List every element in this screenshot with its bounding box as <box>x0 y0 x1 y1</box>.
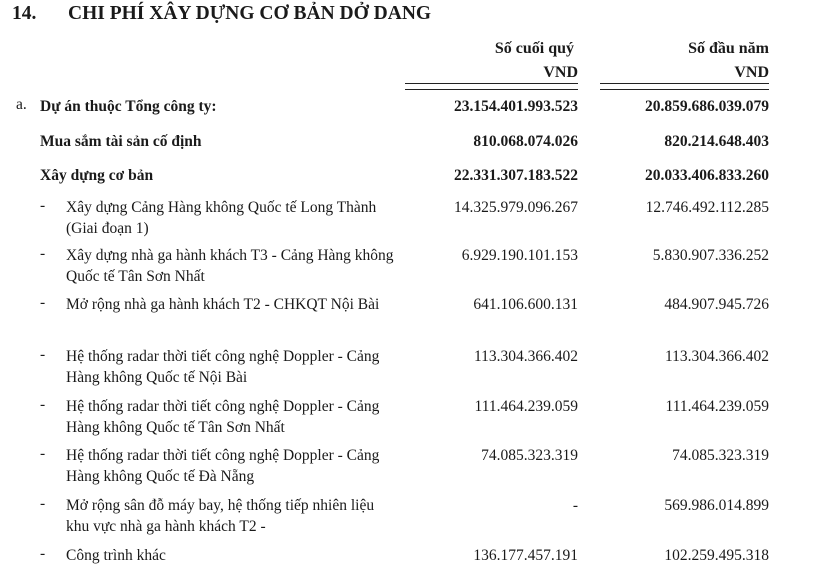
row-prefix: a. <box>16 96 27 113</box>
end-of-quarter-value: 6.929.190.101.153 <box>461 247 578 264</box>
row-label: Hệ thống radar thời tiết công nghệ Doppler - Cảng Hàng không Quốc tế Nội Bài <box>66 348 380 386</box>
end-of-quarter-value: 23.154.401.993.523 <box>454 98 578 115</box>
beginning-of-year-value: 111.464.239.059 <box>665 398 769 415</box>
end-of-quarter-value: 641.106.600.131 <box>473 296 578 313</box>
beginning-of-year-value: 484.907.945.726 <box>664 296 769 313</box>
row-label: Dự án thuộc Tổng công ty: <box>40 98 217 115</box>
column-rule <box>600 89 769 90</box>
row-label: Mở rộng sân đỗ máy bay, hệ thống tiếp nhiên liệu khu vực nhà ga hành khách T2 - <box>66 497 375 535</box>
end-of-quarter-value: 136.177.457.191 <box>473 547 578 564</box>
row-prefix: - <box>40 346 46 363</box>
row-prefix: - <box>40 294 46 311</box>
beginning-of-year-value: 102.259.495.318 <box>664 547 769 564</box>
column-unit: VND <box>405 64 578 84</box>
end-of-quarter-value: 113.304.366.402 <box>473 348 578 365</box>
beginning-of-year-value: 74.085.323.319 <box>672 447 769 464</box>
section-title: CHI PHÍ XÂY DỰNG CƠ BẢN DỞ DANG <box>68 3 432 24</box>
row-prefix: - <box>40 545 46 562</box>
beginning-of-year-value: 12.746.492.112.285 <box>645 199 769 216</box>
end-of-quarter-value: 74.085.323.319 <box>481 447 578 464</box>
end-of-quarter-value: 111.464.239.059 <box>474 398 578 415</box>
row-prefix: - <box>40 396 46 413</box>
column-header-beginning-of-year <box>600 40 769 84</box>
row-label: Xây dựng cơ bản <box>40 167 154 184</box>
row-label: Công trình khác <box>66 547 166 564</box>
column-header-end-of-quarter <box>405 40 578 84</box>
column-caption: Số đầu năm <box>688 40 769 57</box>
row-label: Mua sắm tài sản cố định <box>40 133 202 150</box>
end-of-quarter-value: - <box>572 497 578 514</box>
beginning-of-year-value: 20.033.406.833.260 <box>645 167 769 184</box>
column-rule <box>405 89 578 90</box>
row-prefix: - <box>40 245 46 262</box>
row-label: Mở rộng nhà ga hành khách T2 - CHKQT Nội Bài <box>66 296 380 313</box>
beginning-of-year-value: 20.859.686.039.079 <box>645 98 769 115</box>
beginning-of-year-value: 5.830.907.336.252 <box>652 247 769 264</box>
row-label: Hệ thống radar thời tiết công nghệ Doppler - Cảng Hàng không Quốc tế Tân Sơn Nhất <box>66 398 380 436</box>
section-number: 14. <box>12 3 37 24</box>
row-prefix: - <box>40 197 46 214</box>
row-label: Hệ thống radar thời tiết công nghệ Doppler - Cảng Hàng không Quốc tế Đà Nẵng <box>66 447 380 485</box>
row-prefix: - <box>40 445 46 462</box>
column-caption: Số cuối quý <box>494 40 574 57</box>
end-of-quarter-value: 14.325.979.096.267 <box>454 199 578 216</box>
row-label: Xây dựng nhà ga hành khách T3 - Cảng Hàng không Quốc tế Tân Sơn Nhất <box>66 247 394 285</box>
row-label: Xây dựng Cảng Hàng không Quốc tế Long Thành (Giai đoạn 1) <box>66 199 377 237</box>
end-of-quarter-value: 22.331.307.183.522 <box>454 167 578 184</box>
section-heading <box>12 3 431 25</box>
column-unit: VND <box>600 64 769 84</box>
row-prefix: - <box>40 495 46 512</box>
beginning-of-year-value: 569.986.014.899 <box>664 497 769 514</box>
beginning-of-year-value: 113.304.366.402 <box>664 348 769 365</box>
beginning-of-year-value: 820.214.648.403 <box>664 133 769 150</box>
end-of-quarter-value: 810.068.074.026 <box>473 133 578 150</box>
